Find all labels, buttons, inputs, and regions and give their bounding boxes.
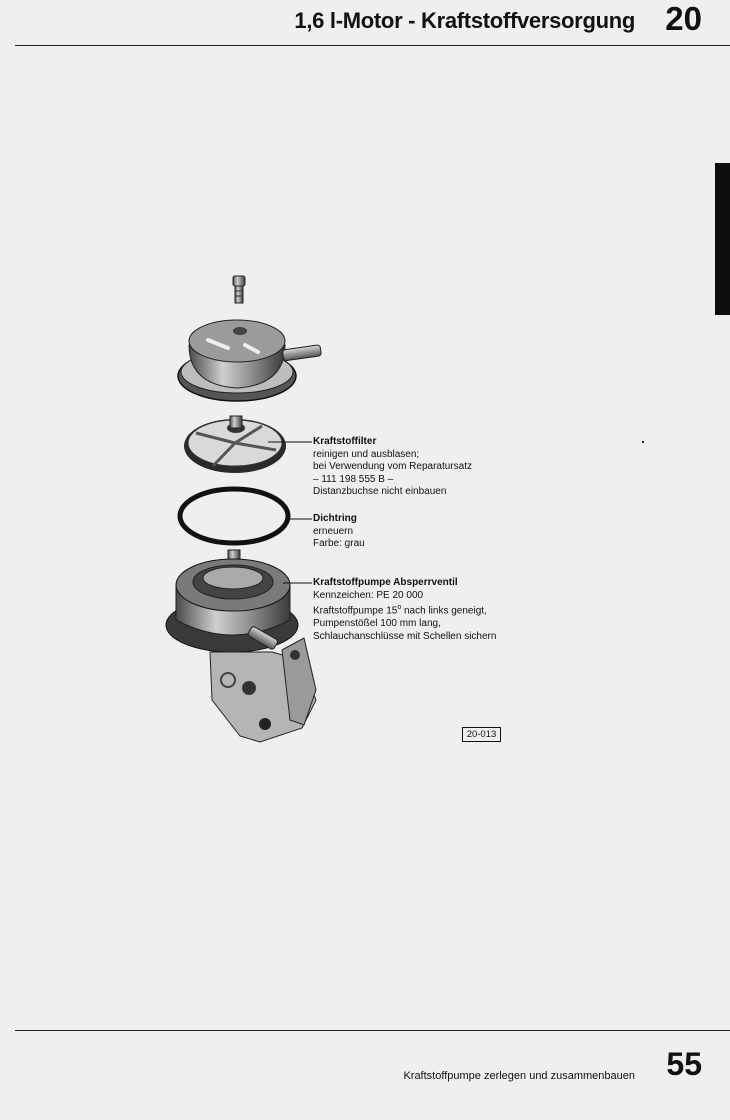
page-number: 55: [666, 1046, 702, 1082]
fuel-filter-part: [184, 416, 286, 473]
footer-rule: [15, 1030, 730, 1031]
section-number: 20: [665, 0, 702, 37]
pump-callout: Kraftstoffpumpe Absperrventil Kennzeichen: PE 20 000 Kraftstoffpumpe 15$^o$ nach links geneigt, Pumpenstößel 100 mm lang, Schlauchanschlüsse mit Schellen sichern: [313, 577, 497, 642]
screw-part: [233, 276, 245, 303]
page-title: 1,6 l-Motor - Kraftstoffversorgung: [294, 8, 635, 33]
pump-angle-line: Kraftstoffpumpe 15$^o$ nach links geneigt,: [313, 604, 487, 617]
figure-id-label: 20-013: [462, 727, 501, 742]
pump-body-part: [166, 550, 316, 742]
seal-ring-part: [180, 489, 288, 543]
filter-callout: Kraftstoffilter reinigen und ausblasen; bei Verwendung vom Reparatursatz – 111 198 555 B – Distanzbuchse nicht einbauen: [313, 436, 472, 498]
seal-callout: Dichtring erneuern Farbe: grau: [313, 513, 365, 550]
footer-caption: Kraftstoffpumpe zerlegen und zusammenbauen: [403, 1070, 635, 1082]
pump-cover-part: [178, 320, 321, 401]
